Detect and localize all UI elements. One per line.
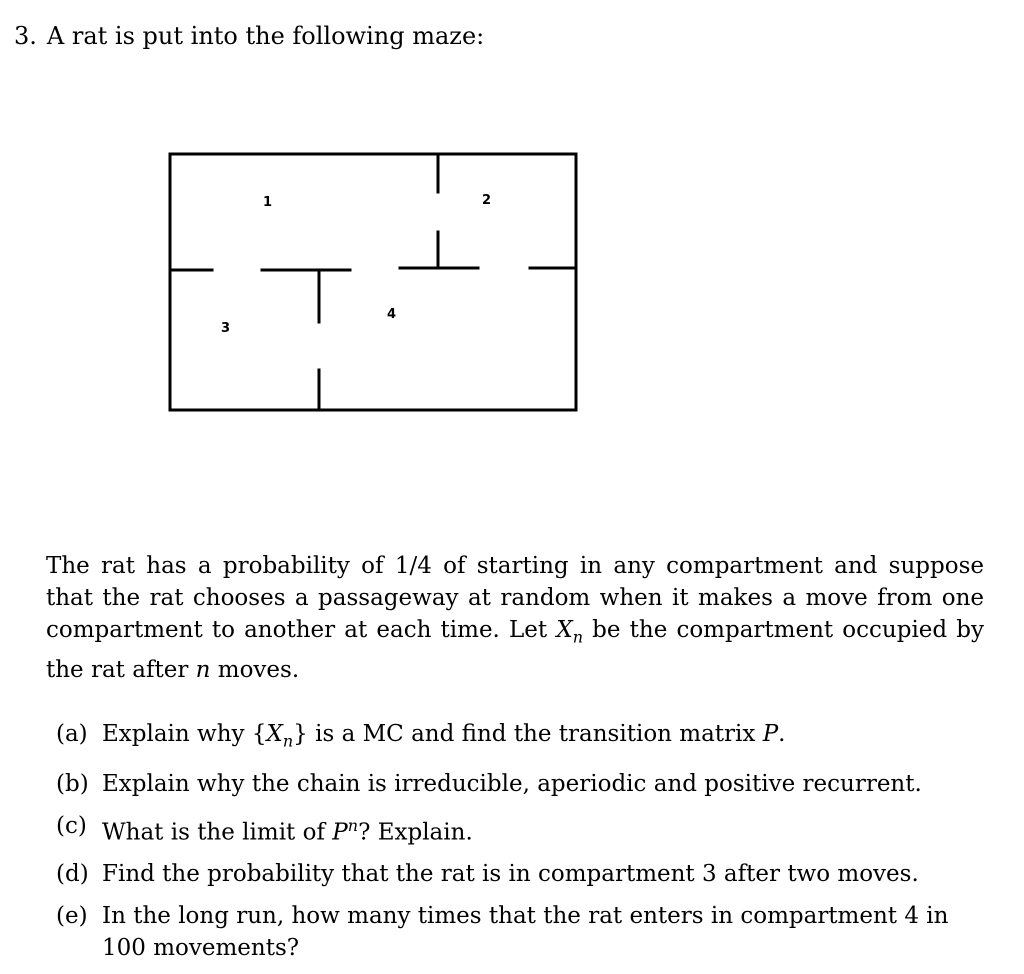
question-text: Explain why the chain is irreducible, aperiodic and positive recurrent. <box>102 770 922 797</box>
question-text-part: What is the limit of <box>102 819 333 846</box>
question-text-part: } is a MC and find the transition matrix <box>293 721 763 747</box>
compartment-label-4: 4 <box>387 307 397 322</box>
description-text: moves. <box>210 656 300 683</box>
question-text-part: . <box>778 721 786 747</box>
question-label: (b) <box>56 770 89 797</box>
var-x: X <box>556 617 573 643</box>
problem-heading-text: A rat is put into the following maze: <box>46 22 485 50</box>
question-b <box>56 768 986 800</box>
question-label: (d) <box>56 861 89 888</box>
question-label: (e) <box>56 903 88 930</box>
question-c <box>56 810 986 849</box>
sub-n: n <box>282 731 294 751</box>
question-text-part: Explain why { <box>102 721 267 747</box>
question-e <box>56 900 986 964</box>
question-text <box>102 810 986 849</box>
sup-n: n <box>347 815 359 835</box>
problem-description <box>46 550 984 686</box>
question-text: In the long run, how many times that the rat enters in compartment 4 in 100 movements? <box>102 903 949 962</box>
description-text: be the compartment occupied by the rat after <box>46 617 984 683</box>
compartment-label-2: 2 <box>482 193 492 208</box>
sub-n: n <box>572 627 583 647</box>
var-n: n <box>195 656 211 683</box>
var-p: P <box>332 819 348 846</box>
compartment-label-3: 3 <box>221 321 231 336</box>
var-p: P <box>762 721 779 747</box>
question-d <box>56 858 986 890</box>
var-x: X <box>266 721 283 747</box>
question-list <box>56 718 986 974</box>
problem-number: 3. <box>14 22 37 50</box>
question-label: (c) <box>56 812 87 839</box>
question-text-part: ? Explain. <box>358 819 473 846</box>
question-a <box>56 718 986 758</box>
question-text <box>102 718 986 758</box>
description-text: The rat has a probability of 1/4 of starting in any compartment and suppose that the rat chooses a passageway at random when it makes a move from one compartment to another at each time. Let <box>46 553 984 643</box>
compartment-label-1: 1 <box>263 195 273 210</box>
question-label: (a) <box>56 721 88 747</box>
question-text: Find the probability that the rat is in compartment 3 after two moves. <box>102 861 919 888</box>
